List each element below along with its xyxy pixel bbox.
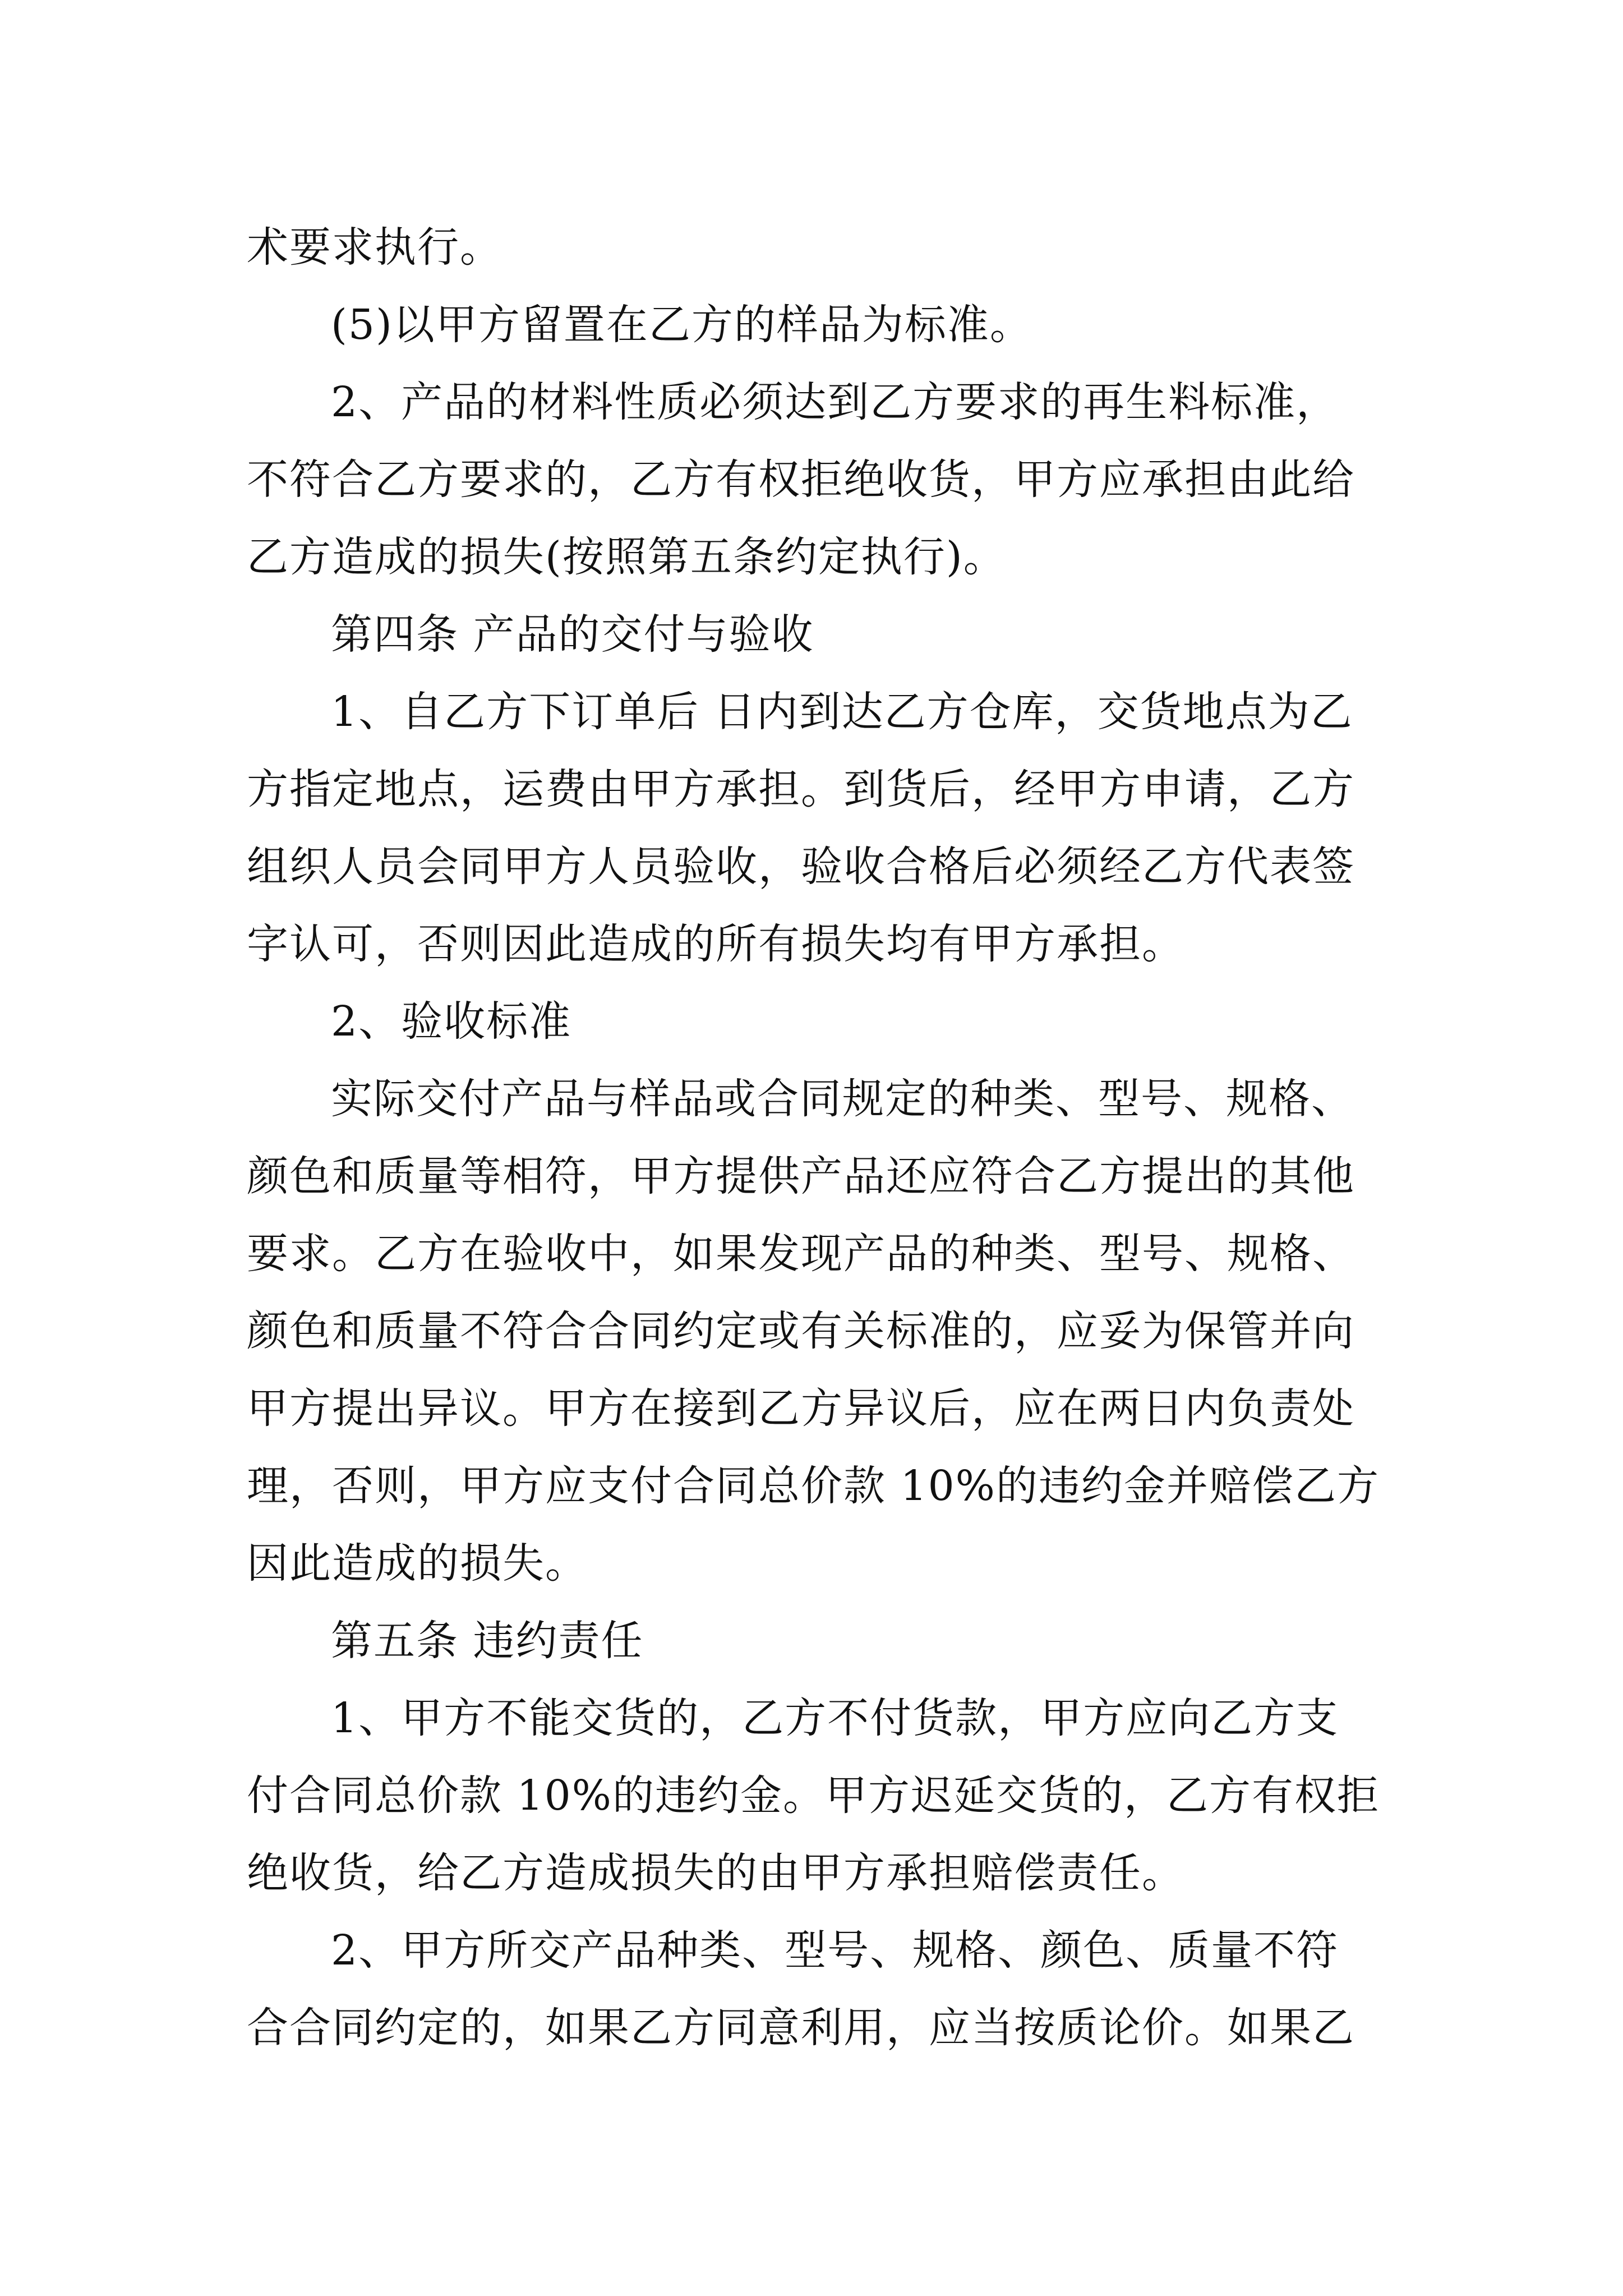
text-line: 付合同总价款 10%的违约金。甲方迟延交货的，乙方有权拒 bbox=[247, 1772, 1380, 1820]
text-line: 合合同约定的，如果乙方同意利用，应当按质论价。如果乙 bbox=[247, 2004, 1355, 2052]
text-line: 因此造成的损失。 bbox=[247, 1539, 588, 1588]
text-line: 绝收货，给乙方造成损失的由甲方承担赔偿责任。 bbox=[247, 1849, 1184, 1897]
text-line: 1、自乙方下订单后 日内到达乙方仓库，交货地点为乙 bbox=[331, 688, 1353, 736]
text-line: 不符合乙方要求的，乙方有权拒绝收货，甲方应承担由此给 bbox=[247, 455, 1355, 504]
text-line: 字认可，否则因此造成的所有损失均有甲方承担。 bbox=[247, 920, 1184, 968]
text-line: 2、甲方所交产品种类、型号、规格、颜色、质量不符 bbox=[331, 1926, 1339, 1975]
text-line: 术要求执行。 bbox=[247, 223, 502, 272]
text-line: 1、甲方不能交货的，乙方不付货款，甲方应向乙方支 bbox=[331, 1694, 1339, 1742]
section-heading: 第四条 产品的交付与验收 bbox=[331, 610, 814, 659]
text-line: 甲方提出异议。甲方在接到乙方异议后，应在两日内负责处 bbox=[247, 1384, 1355, 1433]
text-line: 组织人员会同甲方人员验收，验收合格后必须经乙方代表签 bbox=[247, 843, 1355, 891]
text-line: 颜色和质量等相符，甲方提供产品还应符合乙方提出的其他 bbox=[247, 1152, 1355, 1200]
text-line: 要求。乙方在验收中，如果发现产品的种类、型号、规格、 bbox=[247, 1230, 1355, 1278]
text-line: 实际交付产品与样品或合同规定的种类、型号、规格、 bbox=[331, 1075, 1354, 1123]
text-line: 颜色和质量不符合合同约定或有关标准的，应妥为保管并向 bbox=[247, 1307, 1355, 1355]
subsection-heading: 2、验收标准 bbox=[331, 997, 572, 1046]
text-line: (5)以甲方留置在乙方的样品为标准。 bbox=[331, 301, 1032, 349]
text-line: 方指定地点，运费由甲方承担。到货后，经甲方申请，乙方 bbox=[247, 765, 1355, 813]
section-heading: 第五条 违约责任 bbox=[331, 1617, 644, 1665]
document-body bbox=[247, 209, 1408, 2067]
text-line: 2、产品的材料性质必须达到乙方要求的再生料标准， bbox=[331, 378, 1339, 426]
text-line: 乙方造成的损失(按照第五条约定执行)。 bbox=[247, 533, 1006, 581]
text-line: 理，否则，甲方应支付合同总价款 10%的违约金并赔偿乙方 bbox=[247, 1462, 1380, 1510]
